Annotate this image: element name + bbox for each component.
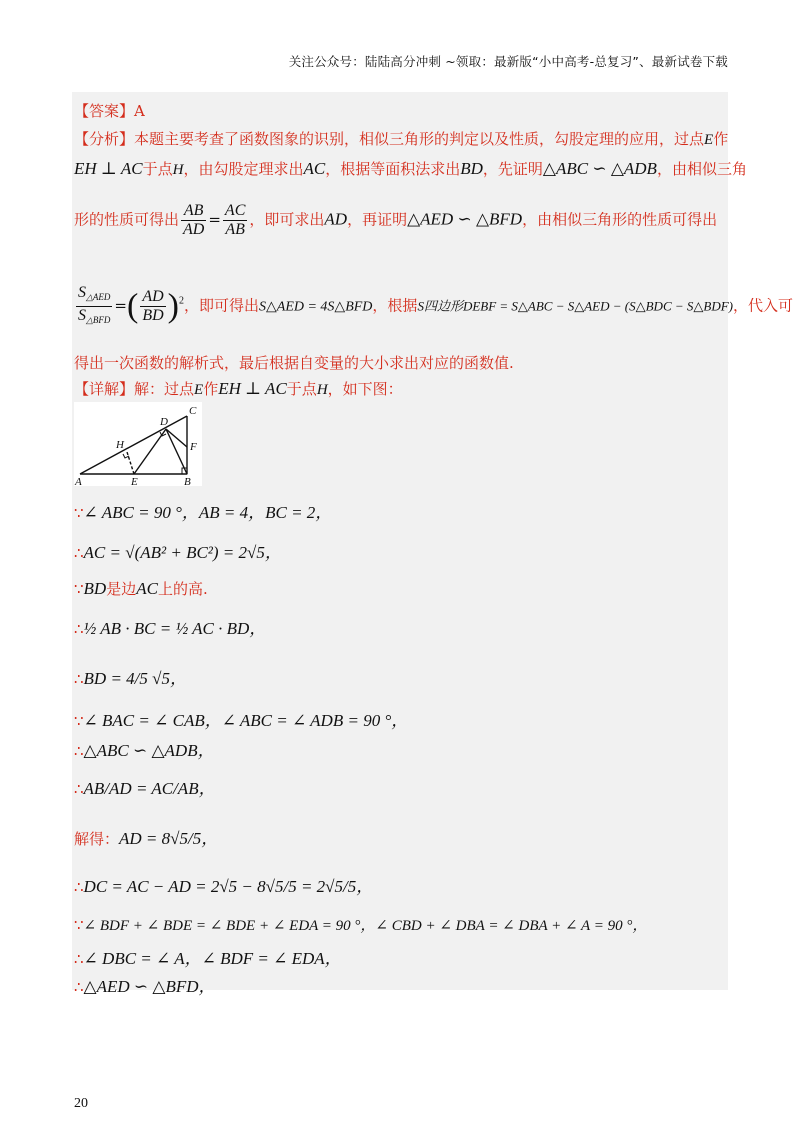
step-expression: AC = √(AB² + BC²) = 2√5， <box>83 543 282 562</box>
detail-text: 作 <box>203 380 219 398</box>
because-symbol: ∵ <box>74 504 84 522</box>
similar-abc-adb: △ABC ∽ △ADB <box>542 159 657 178</box>
analysis-line-5: 得出一次函数的解析式，最后根据自变量的大小求出对应的函数值. <box>74 354 514 372</box>
area-equation: S△AED = 4S△BFD <box>259 299 373 315</box>
step-10 <box>74 872 728 897</box>
analysis-text: 于点 <box>142 160 173 178</box>
therefore-symbol: ∴ <box>74 780 84 798</box>
because-symbol: ∵ <box>74 916 84 934</box>
analysis-text: ，由相似三角 <box>656 160 747 178</box>
step-expression: BD = 4/5 √5， <box>83 669 187 688</box>
therefore-symbol: ∴ <box>74 742 84 760</box>
analysis-text: ，即可得出 <box>183 296 259 315</box>
label-b: B <box>184 476 191 486</box>
area-subscript: △BFD <box>86 315 111 325</box>
area-s: S <box>78 284 86 301</box>
fraction-ac-ab <box>223 202 247 239</box>
step-text: 上的高. <box>157 580 208 598</box>
eh-perp-ac: EH ⊥ AC <box>74 159 143 178</box>
area-s: S <box>78 307 86 324</box>
frac-num: AB <box>181 202 206 221</box>
step-expression: DC = AC − AD = 2√5 − 8√5/5 = 2√5/5， <box>83 877 374 896</box>
step-expression: ∠ DBC = ∠ A，∠ BDF = ∠ EDA， <box>83 949 342 968</box>
answer-label: 【答案】 <box>74 102 135 120</box>
answer-line <box>74 100 728 121</box>
therefore-symbol: ∴ <box>74 544 84 562</box>
therefore-symbol: ∴ <box>74 978 84 996</box>
step-expression: △ABC ∽ △ADB， <box>83 741 215 760</box>
point-e: E <box>194 382 204 398</box>
therefore-symbol: ∴ <box>74 878 84 896</box>
page-number: 20 <box>74 1096 88 1111</box>
similar-aed-bfd: △AED ∽ △BFD <box>407 209 523 229</box>
segment-bd: BD <box>83 579 107 598</box>
analysis-text: ，即可求出 <box>249 210 325 229</box>
exponent: 2 <box>178 295 184 307</box>
step-1 <box>74 498 728 523</box>
area-ratio-fraction <box>76 284 112 329</box>
segment-ad: AD <box>324 209 348 229</box>
fraction-ab-ad <box>181 202 206 239</box>
analysis-label: 【分析】 <box>74 130 135 148</box>
analysis-text-1b: 作 <box>713 130 729 148</box>
answer-value: A <box>134 102 145 120</box>
analysis-text: ，由相似三角形的性质可得出 <box>522 210 718 229</box>
label-d: D <box>160 416 168 428</box>
step-9 <box>74 824 728 849</box>
detail-line <box>74 378 728 399</box>
point-h: H <box>172 162 184 178</box>
frac-den: BD <box>142 307 164 324</box>
analysis-line-4: $\frac{S_{\triangle AED}}{S_{\triangle BFD}}$ =( $\frac{AD}{BD}$ )$^2$，即可得出S△AED = 4S△BFD，根据S四边形DEBF = S△ABC − S△AED − (S△BDC − S△BDF)，代入可 <box>74 284 728 329</box>
ratio-ad-bd <box>140 288 165 325</box>
step-expression: △AED ∽ △BFD， <box>83 977 216 996</box>
step-11 <box>74 914 728 935</box>
step-6 <box>74 706 728 731</box>
analysis-text: 形的性质可得出 <box>74 210 180 229</box>
analysis-text: ，代入可 <box>732 296 793 315</box>
therefore-symbol: ∴ <box>74 620 84 638</box>
step-2 <box>74 538 728 563</box>
label-h: H <box>116 439 124 451</box>
analysis-text: ，由勾股定理求出 <box>183 160 304 178</box>
step-5 <box>74 664 728 689</box>
area-subscript: △AED <box>86 292 111 302</box>
step-expression: ∠ ABC = 90 °，AB = 4，BC = 2， <box>83 503 333 522</box>
detail-text: 解：过点 <box>134 380 195 398</box>
because-symbol: ∵ <box>74 580 84 598</box>
detail-label: 【详解】 <box>74 380 135 398</box>
step-8 <box>74 774 728 799</box>
label-f: F <box>190 441 197 453</box>
eh-perp-ac: EH ⊥ AC <box>218 379 287 398</box>
step-expression: ∠ BAC = ∠ CAB，∠ ABC = ∠ ADB = 90 °， <box>83 711 409 730</box>
analysis-text: ，先证明 <box>482 160 543 178</box>
solve-label: 解得： <box>74 830 120 848</box>
step-7 <box>74 736 728 761</box>
page-header: 关注公众号：陆陆高分冲刺 ~领取：最新版“小中高考-总复习”、最新试卷下载 <box>288 54 728 69</box>
point-e: E <box>704 132 714 148</box>
frac-den: AD <box>183 221 205 238</box>
step-13 <box>74 972 728 997</box>
detail-text: ，如下图： <box>327 380 403 398</box>
step-12 <box>74 944 728 969</box>
segment-ac: AC <box>136 579 158 598</box>
label-c: C <box>189 405 197 417</box>
label-a: A <box>75 476 82 486</box>
analysis-text-1: 本题主要考查了函数图象的识别，相似三角形的判定以及性质，勾股定理的应用，过点 <box>134 130 705 148</box>
step-4 <box>74 614 728 639</box>
step-expression: ∠ BDF + ∠ BDE = ∠ BDE + ∠ EDA = 90 °，∠ CBD + ∠ DBA = ∠ DBA + ∠ A = 90 °， <box>83 918 648 934</box>
therefore-symbol: ∴ <box>74 950 84 968</box>
analysis-line-2 <box>74 158 747 179</box>
quadrilateral-area-equation: S四边形DEBF = S△ABC − S△AED − (S△BDC − S△BDF) <box>417 298 733 314</box>
because-symbol: ∵ <box>74 712 84 730</box>
analysis-text: ，再证明 <box>347 210 408 229</box>
detail-text: 于点 <box>286 380 317 398</box>
therefore-symbol: ∴ <box>74 670 84 688</box>
analysis-line-3: 形的性质可得出 $\frac{AB}{AD}$ = $\frac{AC}{AB}$ ，即可求出AD，再证明△AED ∽ △BFD，由相似三角形的性质可得出 <box>74 202 718 238</box>
step-expression: AB/AD = AC/AB， <box>83 779 216 798</box>
step-expression: AD = 8√5/5， <box>119 829 219 848</box>
segment-ac: AC <box>303 159 326 178</box>
point-h: H <box>316 382 328 398</box>
geometry-figure <box>74 402 202 486</box>
step-3 <box>74 578 728 599</box>
segment-bd: BD <box>460 159 483 178</box>
label-e: E <box>131 476 138 486</box>
step-expression: ½ AB · BC = ½ AC · BD， <box>83 619 267 638</box>
frac-num: AD <box>142 288 164 305</box>
frac-num: AC <box>224 202 246 219</box>
analysis-text: ，根据等面积法求出 <box>325 160 461 178</box>
analysis-text: ，根据 <box>372 296 418 315</box>
frac-den: AB <box>225 221 245 238</box>
step-text: 是边 <box>106 580 137 598</box>
analysis-line-1 <box>74 128 728 149</box>
